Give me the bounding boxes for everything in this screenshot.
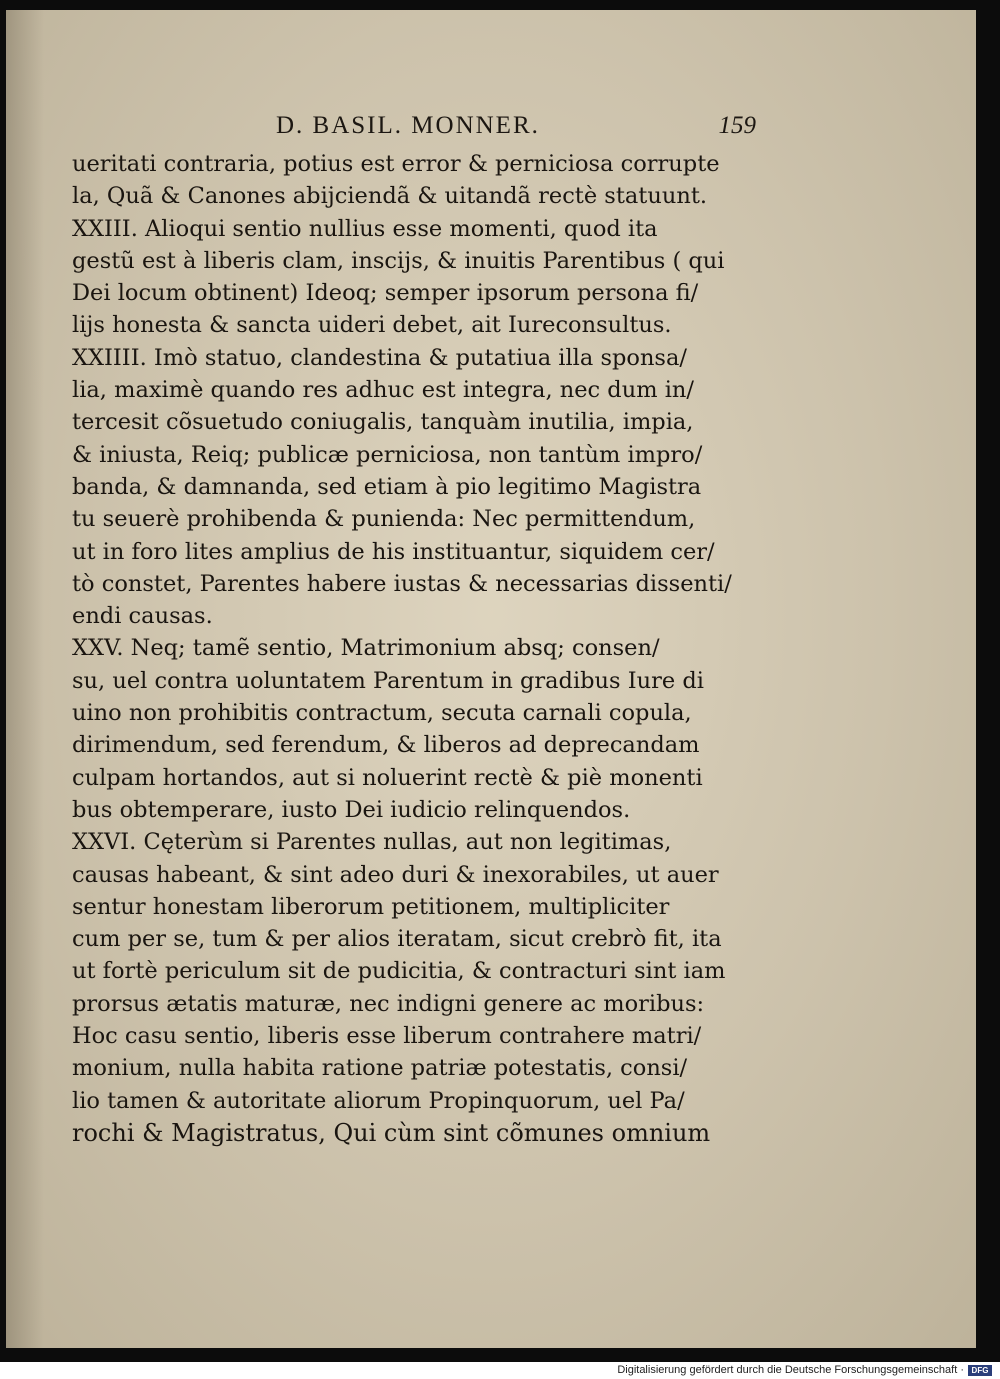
text-line: Dei locum obtinent) Ideoq; semper ipsorum persona fi/	[72, 280, 699, 307]
text-line: endi causas.	[72, 603, 213, 630]
page-gutter-shadow	[6, 10, 44, 1348]
body-text	[72, 148, 762, 1149]
text-line: ut fortè periculum sit de pudicitia, & contracturi sint iam	[72, 958, 726, 985]
text-line: Hoc casu sentio, liberis esse liberum contrahere matri/	[72, 1023, 702, 1050]
book-page	[6, 10, 976, 1348]
text-line: prorsus ætatis maturæ, nec indigni genere ac moribus:	[72, 990, 705, 1017]
text-line: gestũ est à liberis clam, inscijs, & inuitis Parentibus ( qui	[72, 247, 725, 274]
text-line: culpam hortandos, aut si noluerint rectè & piè monenti	[72, 764, 703, 791]
page-header	[276, 112, 756, 152]
text-line: sentur honestam liberorum petitionem, multipliciter	[72, 893, 670, 920]
text-line: XXIII. Alioqui sentio nullius esse momenti, quod ita	[72, 215, 658, 242]
text-line: & iniusta, Reiq; publicæ perniciosa, non tantùm impro/	[72, 441, 703, 468]
text-line: rochi & Magistratus, Qui cùm sint cõmunes omnium	[72, 1118, 711, 1147]
text-line: XXV. Neq; tamẽ sentio, Matrimonium absq; consen/	[72, 635, 660, 662]
text-line: tò constet, Parentes habere iustas & necessarias dissenti/	[72, 570, 732, 597]
text-line: tercesit cõsuetudo coniugalis, tanquàm inutilia, impia,	[72, 409, 694, 436]
text-line: banda, & damnanda, sed etiam à pio legitimo Magistra	[72, 473, 702, 500]
text-line: ut in foro lites amplius de his instituantur, siquidem cer/	[72, 538, 715, 565]
text-line: XXIIII. Imò statuo, clandestina & putatiua illa sponsa/	[72, 344, 687, 371]
footer-bar	[0, 1362, 1000, 1379]
dfg-logo[interactable]: DFG	[968, 1365, 992, 1376]
text-line: dirimendum, sed ferendum, & liberos ad deprecandam	[72, 732, 700, 759]
text-line: uino non prohibitis contractum, secuta carnali copula,	[72, 700, 692, 727]
text-line: cum per se, tum & per alios iteratam, sicut crebrò fit, ita	[72, 926, 722, 953]
text-line: ueritati contraria, potius est error & perniciosa corrupte	[72, 151, 720, 177]
text-line: causas habeant, & sint adeo duri & inexorabiles, ut auer	[72, 861, 719, 888]
text-line: su, uel contra uoluntatem Parentum in gradibus Iure di	[72, 667, 704, 694]
funding-credit: Digitalisierung gefördert durch die Deutsche Forschungsgemeinschaft ·	[617, 1364, 964, 1376]
page-number: 159	[718, 112, 756, 139]
running-head: D. BASIL. MONNER.	[276, 112, 540, 139]
text-line: lijs honesta & sancta uideri debet, ait Iureconsultus.	[72, 312, 672, 339]
text-line: monium, nulla habita ratione patriæ potestatis, consi/	[72, 1055, 688, 1082]
text-line: XXVI. Cęterùm si Parentes nullas, aut non legitimas,	[72, 829, 672, 856]
text-line: lio tamen & autoritate aliorum Propinquorum, uel Pa/	[72, 1087, 685, 1114]
text-line: lia, maximè quando res adhuc est integra, nec dum in/	[72, 377, 694, 404]
text-line: bus obtemperare, iusto Dei iudicio relinquendos.	[72, 796, 631, 823]
text-line: la, Quã & Canones abijciendã & uitandã rectè statuunt.	[72, 183, 708, 210]
text-line: tu seuerè prohibenda & punienda: Nec permittendum,	[72, 506, 696, 533]
